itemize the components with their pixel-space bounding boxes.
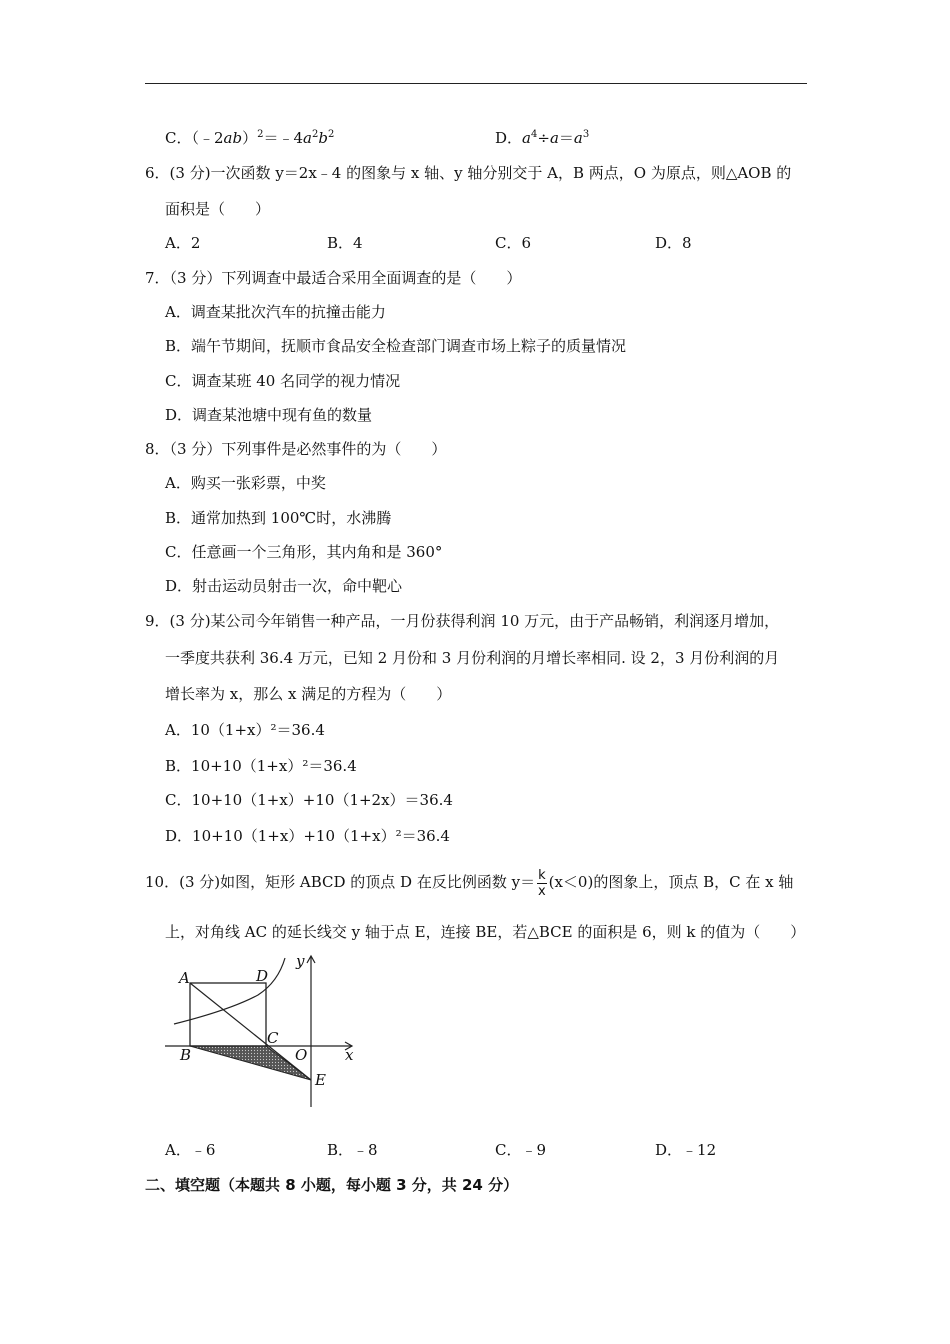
q6-option-d: D．8 — [655, 234, 692, 252]
q10-option-d: D．﹣12 — [655, 1141, 717, 1159]
fraction-k-over-x: $\frac{k}{x}$ — [538, 867, 546, 899]
q10-option-b: B．﹣8 — [327, 1141, 378, 1159]
q6-option-b: B．4 — [327, 234, 363, 252]
q7-option-c: C．调查某班 40 名同学的视力情况 — [165, 372, 401, 390]
q10-stem-line2: 上，对角线 AC 的延长线交 y 轴于点 E，连接 BE，若△BCE 的面积是 6，则 k 的值为（ ） — [165, 923, 806, 941]
q7-option-b: B．端午节期间，抚顺市食品安全检查部门调查市场上粽子的质量情况 — [165, 337, 627, 355]
point-label-b: B — [180, 1046, 192, 1064]
point-label-o: O — [295, 1046, 308, 1064]
point-label-a: A — [179, 969, 190, 987]
q6-stem-line1: 6．(3 分)一次函数 y＝2x﹣4 的图象与 x 轴、y 轴分别交于 A，B 两点，O 为原点，则△AOB 的 — [145, 164, 792, 182]
q9-option-d: D．10+10（1+x）+10（1+x）²＝36.4 — [165, 827, 450, 845]
q9-option-c: C．10+10（1+x）+10（1+2x）＝36.4 — [165, 791, 453, 809]
q9-stem-line1: 9．(3 分)某公司今年销售一种产品，一月份获得利润 10 万元，由于产品畅销，利润逐月增加， — [145, 612, 780, 630]
q10-option-a: A．﹣6 — [165, 1141, 216, 1159]
diagonal-ac-extended — [190, 983, 311, 1080]
q10-figure — [160, 950, 370, 1110]
q9-option-a: A．10（1+x）²＝36.4 — [165, 721, 325, 739]
q5-option-d: D．$a^4\div a=a^3$ — [495, 129, 590, 147]
section-heading-fill-in-blank: 二、填空题（本题共 8 小题，每小题 3 分，共 24 分） — [145, 1176, 519, 1194]
q9-stem-line2: 一季度共获利 36.4 万元，已知 2 月份和 3 月份利润的月增长率相同. 设 2，3 月份利润的月 — [165, 649, 780, 667]
q10-stem-line1 — [145, 864, 793, 900]
header-rule — [145, 83, 807, 84]
q10-stem-line1-post: (x＜0)的图象上，顶点 B，C 在 x 轴 — [548, 873, 794, 891]
q8-stem: 8．（3 分）下列事件是必然事件的为（ ） — [145, 440, 447, 458]
q8-option-c: C．任意画一个三角形，其内角和是 360° — [165, 543, 443, 561]
q6-option-c: C．6 — [495, 234, 532, 252]
q5-option-c: C．$(﹣2ab)^2=﹣4a^2b^2$ — [165, 129, 335, 147]
point-label-e: E — [315, 1071, 326, 1089]
q7-stem: 7．（3 分）下列调查中最适合采用全面调查的是（ ） — [145, 269, 522, 287]
axis-label-x: x — [345, 1046, 354, 1064]
q8-option-d: D．射击运动员射击一次，命中靶心 — [165, 577, 403, 595]
q10-option-c: C．﹣9 — [495, 1141, 547, 1159]
point-label-c: C — [267, 1029, 279, 1047]
q8-option-a: A．购买一张彩票，中奖 — [165, 474, 326, 492]
point-label-d: D — [256, 967, 269, 985]
q6-option-a: A．2 — [165, 234, 201, 252]
q7-option-d: D．调查某池塘中现有鱼的数量 — [165, 406, 373, 424]
triangle-bce-shaded — [190, 1046, 311, 1080]
q9-stem-line3: 增长率为 x，那么 x 满足的方程为（ ） — [165, 685, 452, 703]
q6-stem-line2: 面积是（ ） — [165, 200, 271, 218]
q8-option-b: B．通常加热到 100℃时，水沸腾 — [165, 509, 392, 527]
q9-option-b: B．10+10（1+x）²＝36.4 — [165, 757, 357, 775]
q7-option-a: A．调查某批次汽车的抗撞击能力 — [165, 303, 386, 321]
axis-label-y: y — [296, 952, 305, 970]
q10-stem-line1-pre: 10．(3 分)如图，矩形 ABCD 的顶点 D 在反比例函数 y＝ — [145, 873, 536, 891]
